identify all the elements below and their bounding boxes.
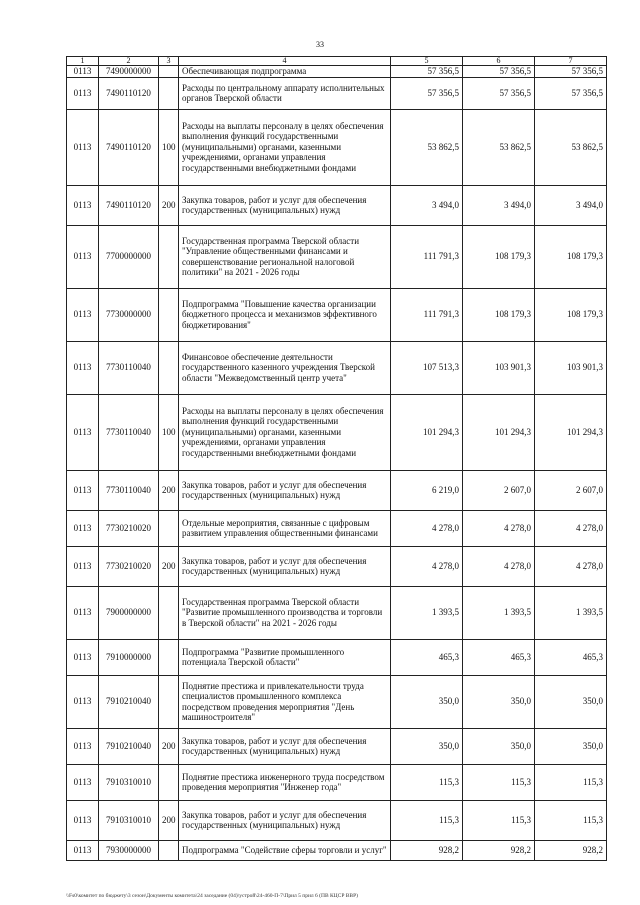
section-code-cell: 0113 bbox=[67, 185, 99, 225]
description-cell: Подпрограмма "Повышение качества организации бюджетного процесса и механизмов эффективного бюджетирования" bbox=[179, 288, 391, 341]
amount-cell: 57 356,5 bbox=[463, 66, 535, 78]
table-row bbox=[67, 639, 607, 675]
amount-cell: 4 278,0 bbox=[535, 510, 607, 546]
expense-type-cell bbox=[159, 225, 179, 288]
amount-cell: 53 862,5 bbox=[463, 109, 535, 185]
target-article-cell: 7730110040 bbox=[99, 470, 159, 510]
section-code-cell: 0113 bbox=[67, 470, 99, 510]
amount-cell: 2 607,0 bbox=[463, 470, 535, 510]
target-article-cell: 7490000000 bbox=[99, 66, 159, 78]
section-code-cell: 0113 bbox=[67, 77, 99, 109]
target-article-cell: 7730210020 bbox=[99, 546, 159, 586]
amount-cell: 115,3 bbox=[463, 764, 535, 800]
amount-cell: 4 278,0 bbox=[391, 546, 463, 586]
amount-cell: 115,3 bbox=[535, 764, 607, 800]
expense-type-cell: 100 bbox=[159, 109, 179, 185]
expense-type-cell: 200 bbox=[159, 728, 179, 764]
table-row bbox=[67, 288, 607, 341]
target-article-cell: 7910000000 bbox=[99, 639, 159, 675]
section-code-cell: 0113 bbox=[67, 66, 99, 78]
amount-cell: 53 862,5 bbox=[535, 109, 607, 185]
amount-cell: 350,0 bbox=[535, 728, 607, 764]
amount-cell: 1 393,5 bbox=[535, 586, 607, 639]
column-number: 3 bbox=[159, 57, 179, 66]
amount-cell: 108 179,3 bbox=[463, 288, 535, 341]
amount-cell: 1 393,5 bbox=[391, 586, 463, 639]
section-code-cell: 0113 bbox=[67, 510, 99, 546]
amount-cell: 57 356,5 bbox=[391, 77, 463, 109]
file-path-footer: \\Fs0\комитет по бюджету\3 сезон\Документы комитета\24 заседание (04)\устрой\24-460-П-7\Прил 5 прил 6 (ПВ КЦСР ВВР) bbox=[66, 893, 358, 899]
expense-type-cell: 200 bbox=[159, 185, 179, 225]
table-row bbox=[67, 66, 607, 78]
amount-cell: 350,0 bbox=[463, 728, 535, 764]
table-row bbox=[67, 800, 607, 840]
column-number: 6 bbox=[463, 57, 535, 66]
column-number: 5 bbox=[391, 57, 463, 66]
amount-cell: 2 607,0 bbox=[535, 470, 607, 510]
description-cell: Государственная программа Тверской области "Развитие промышленного производства и торговли в Тверской области" на 2021 - 2026 годы bbox=[179, 586, 391, 639]
description-cell: Закупка товаров, работ и услуг для обеспечения государственных (муниципальных) нужд bbox=[179, 546, 391, 586]
expense-type-cell: 100 bbox=[159, 394, 179, 470]
section-code-cell: 0113 bbox=[67, 225, 99, 288]
amount-cell: 3 494,0 bbox=[391, 185, 463, 225]
table-row bbox=[67, 586, 607, 639]
description-cell: Отдельные мероприятия, связанные с цифровым развитием управления общественными финансами bbox=[179, 510, 391, 546]
target-article-cell: 7730110040 bbox=[99, 394, 159, 470]
expense-type-cell bbox=[159, 764, 179, 800]
table-row bbox=[67, 764, 607, 800]
amount-cell: 115,3 bbox=[391, 764, 463, 800]
section-code-cell: 0113 bbox=[67, 109, 99, 185]
amount-cell: 103 901,3 bbox=[463, 341, 535, 394]
budget-table bbox=[66, 56, 607, 861]
description-cell: Расходы на выплаты персоналу в целях обеспечения выполнения функций государственными (муниципальными) органами, казенными учреждениями, органами управления государственными внебюджетными фондами bbox=[179, 109, 391, 185]
column-number: 4 bbox=[179, 57, 391, 66]
description-cell: Расходы на выплаты персоналу в целях обеспечения выполнения функций государственными (муниципальными) органами, казенными учреждениями, органами управления государственными внебюджетными фондами bbox=[179, 394, 391, 470]
amount-cell: 928,2 bbox=[391, 840, 463, 860]
table-row bbox=[67, 109, 607, 185]
section-code-cell: 0113 bbox=[67, 341, 99, 394]
expense-type-cell bbox=[159, 341, 179, 394]
expense-type-cell: 200 bbox=[159, 546, 179, 586]
amount-cell: 3 494,0 bbox=[463, 185, 535, 225]
table-row bbox=[67, 840, 607, 860]
description-cell: Обеспечивающая подпрограмма bbox=[179, 66, 391, 78]
section-code-cell: 0113 bbox=[67, 546, 99, 586]
amount-cell: 928,2 bbox=[463, 840, 535, 860]
description-cell: Финансовое обеспечение деятельности государственного казенного учреждения Тверской области "Межведомственный центр учета" bbox=[179, 341, 391, 394]
amount-cell: 107 513,3 bbox=[391, 341, 463, 394]
description-cell: Подпрограмма "Содействие сферы торговли и услуг" bbox=[179, 840, 391, 860]
amount-cell: 350,0 bbox=[535, 675, 607, 728]
amount-cell: 57 356,5 bbox=[535, 66, 607, 78]
section-code-cell: 0113 bbox=[67, 288, 99, 341]
target-article-cell: 7930000000 bbox=[99, 840, 159, 860]
amount-cell: 101 294,3 bbox=[535, 394, 607, 470]
table-row bbox=[67, 394, 607, 470]
target-article-cell: 7910210040 bbox=[99, 728, 159, 764]
target-article-cell: 7490110120 bbox=[99, 185, 159, 225]
description-cell: Закупка товаров, работ и услуг для обеспечения государственных (муниципальных) нужд bbox=[179, 470, 391, 510]
amount-cell: 53 862,5 bbox=[391, 109, 463, 185]
amount-cell: 4 278,0 bbox=[463, 510, 535, 546]
table-row bbox=[67, 546, 607, 586]
section-code-cell: 0113 bbox=[67, 586, 99, 639]
amount-cell: 350,0 bbox=[391, 675, 463, 728]
table-row bbox=[67, 728, 607, 764]
amount-cell: 101 294,3 bbox=[463, 394, 535, 470]
amount-cell: 57 356,5 bbox=[391, 66, 463, 78]
target-article-cell: 7490110120 bbox=[99, 77, 159, 109]
amount-cell: 115,3 bbox=[391, 800, 463, 840]
amount-cell: 6 219,0 bbox=[391, 470, 463, 510]
description-cell: Закупка товаров, работ и услуг для обеспечения государственных (муниципальных) нужд bbox=[179, 728, 391, 764]
description-cell: Поднятие престижа инженерного труда посредством проведения мероприятия "Инженер года" bbox=[179, 764, 391, 800]
description-cell: Государственная программа Тверской области "Управление общественными финансами и совершенствование региональной налоговой политики" на 2021 - 2026 годы bbox=[179, 225, 391, 288]
description-cell: Подпрограмма "Развитие промышленного потенциала Тверской области" bbox=[179, 639, 391, 675]
section-code-cell: 0113 bbox=[67, 675, 99, 728]
expense-type-cell bbox=[159, 510, 179, 546]
description-cell: Закупка товаров, работ и услуг для обеспечения государственных (муниципальных) нужд bbox=[179, 800, 391, 840]
amount-cell: 465,3 bbox=[463, 639, 535, 675]
amount-cell: 115,3 bbox=[535, 800, 607, 840]
expense-type-cell: 200 bbox=[159, 800, 179, 840]
target-article-cell: 7730110040 bbox=[99, 341, 159, 394]
amount-cell: 3 494,0 bbox=[535, 185, 607, 225]
amount-cell: 350,0 bbox=[463, 675, 535, 728]
table-row bbox=[67, 510, 607, 546]
target-article-cell: 7730000000 bbox=[99, 288, 159, 341]
amount-cell: 1 393,5 bbox=[463, 586, 535, 639]
amount-cell: 4 278,0 bbox=[391, 510, 463, 546]
description-cell: Поднятие престижа и привлекательности труда специалистов промышленного комплекса посредством проведения мероприятия "День машиностроителя" bbox=[179, 675, 391, 728]
description-cell: Расходы по центральному аппарату исполнительных органов Тверской области bbox=[179, 77, 391, 109]
table-row bbox=[67, 185, 607, 225]
table-row bbox=[67, 225, 607, 288]
amount-cell: 928,2 bbox=[535, 840, 607, 860]
target-article-cell: 7910210040 bbox=[99, 675, 159, 728]
amount-cell: 108 179,3 bbox=[535, 288, 607, 341]
amount-cell: 115,3 bbox=[463, 800, 535, 840]
amount-cell: 57 356,5 bbox=[535, 77, 607, 109]
expense-type-cell bbox=[159, 586, 179, 639]
section-code-cell: 0113 bbox=[67, 394, 99, 470]
expense-type-cell bbox=[159, 840, 179, 860]
table-row bbox=[67, 341, 607, 394]
section-code-cell: 0113 bbox=[67, 764, 99, 800]
table-row bbox=[67, 675, 607, 728]
target-article-cell: 7700000000 bbox=[99, 225, 159, 288]
section-code-cell: 0113 bbox=[67, 800, 99, 840]
target-article-cell: 7910310010 bbox=[99, 800, 159, 840]
amount-cell: 465,3 bbox=[391, 639, 463, 675]
target-article-cell: 7490110120 bbox=[99, 109, 159, 185]
target-article-cell: 7900000000 bbox=[99, 586, 159, 639]
amount-cell: 57 356,5 bbox=[463, 77, 535, 109]
amount-cell: 350,0 bbox=[391, 728, 463, 764]
section-code-cell: 0113 bbox=[67, 728, 99, 764]
amount-cell: 101 294,3 bbox=[391, 394, 463, 470]
amount-cell: 465,3 bbox=[535, 639, 607, 675]
section-code-cell: 0113 bbox=[67, 840, 99, 860]
expense-type-cell bbox=[159, 77, 179, 109]
expense-type-cell bbox=[159, 675, 179, 728]
amount-cell: 103 901,3 bbox=[535, 341, 607, 394]
amount-cell: 108 179,3 bbox=[463, 225, 535, 288]
description-cell: Закупка товаров, работ и услуг для обеспечения государственных (муниципальных) нужд bbox=[179, 185, 391, 225]
target-article-cell: 7730210020 bbox=[99, 510, 159, 546]
amount-cell: 108 179,3 bbox=[535, 225, 607, 288]
column-number-row bbox=[67, 57, 607, 66]
target-article-cell: 7910310010 bbox=[99, 764, 159, 800]
expense-type-cell: 200 bbox=[159, 470, 179, 510]
expense-type-cell bbox=[159, 66, 179, 78]
expense-type-cell bbox=[159, 639, 179, 675]
column-number: 2 bbox=[99, 57, 159, 66]
column-number: 1 bbox=[67, 57, 99, 66]
column-number: 7 bbox=[535, 57, 607, 66]
amount-cell: 4 278,0 bbox=[535, 546, 607, 586]
amount-cell: 111 791,3 bbox=[391, 225, 463, 288]
amount-cell: 111 791,3 bbox=[391, 288, 463, 341]
section-code-cell: 0113 bbox=[67, 639, 99, 675]
amount-cell: 4 278,0 bbox=[463, 546, 535, 586]
table-row bbox=[67, 77, 607, 109]
table-row bbox=[67, 470, 607, 510]
expense-type-cell bbox=[159, 288, 179, 341]
page-number: 33 bbox=[316, 40, 324, 49]
